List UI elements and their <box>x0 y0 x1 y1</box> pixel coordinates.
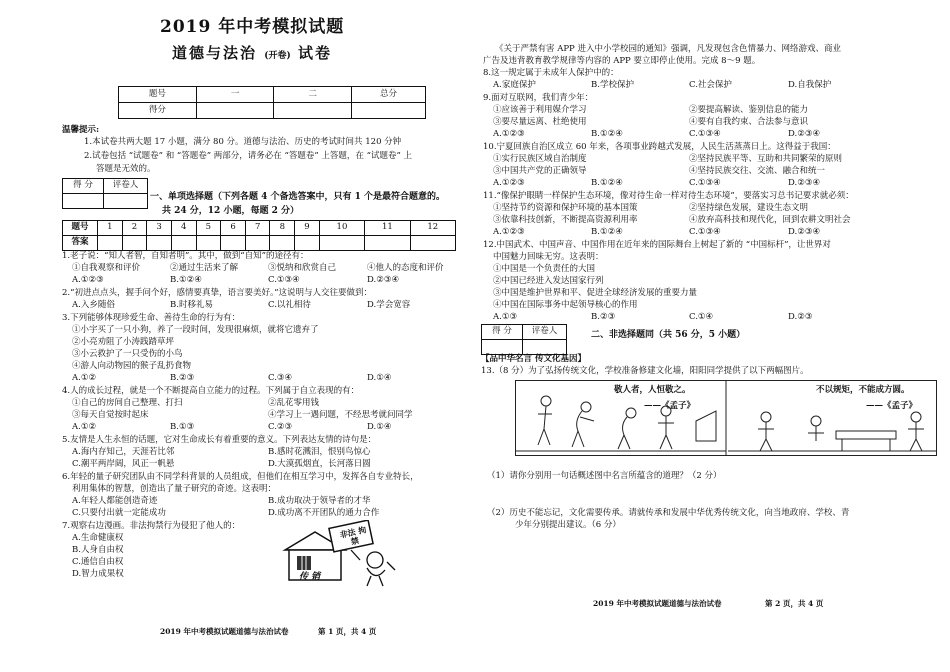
q3-option-3: ③小云救护了一只受伤的小鸟 <box>72 349 183 359</box>
score-header-number: 题号 <box>119 87 197 103</box>
pic1-quote: 敬人者，人恒敬之。 <box>614 385 691 395</box>
q1-option-2: ②通过生活来了解 <box>170 263 239 273</box>
question-6b: 利用集体的智慧，创造出了量子研究的奇迹。这表明： <box>72 484 277 494</box>
section-1-heading-b: 共 24 分，12 小题，每题 2 分） <box>162 206 299 216</box>
q11-option-3: ③依靠科技创新，不断提高资源利用率 <box>493 215 638 225</box>
answer-table-number-12: 12 <box>410 221 455 236</box>
exam-subtitle <box>172 44 333 63</box>
answer-table-cell-5[interactable] <box>196 236 221 251</box>
q3-option-1: ①小宇买了一只小狗，养了一段时间，发现很麻烦，就将它遗弃了 <box>72 325 319 335</box>
answer-table-cell-3[interactable] <box>147 236 172 251</box>
answer-table-cell-6[interactable] <box>221 236 246 251</box>
q3-answer-a[interactable]: A.①② <box>72 373 97 383</box>
q1-answer-a[interactable]: A.①②③ <box>72 275 104 285</box>
question-10: 10.宁夏回族自治区成立 60 年来，各项事业跨越式发展，人民生活蒸蒸日上。这得益于我国： <box>483 142 836 152</box>
q11-answer-c[interactable]: C.①③④ <box>689 227 721 237</box>
theme-heading: 【品中华名言 传文化基因】 <box>481 354 586 364</box>
question-13-1: （1）请你分别用一句话概述图中名言所蕴含的道理？（2 分） <box>487 471 722 481</box>
intro-a: 《关于严禁有害 APP 进入中小学校园的通知》强调，凡发现包含色情暴力、网络游戏、商业 <box>495 44 841 54</box>
q7-option-d[interactable]: D.智力成果权 <box>72 569 124 579</box>
answer-table-number-11: 11 <box>365 221 410 236</box>
q12-answer-b[interactable]: B.②③ <box>591 312 616 322</box>
q9-option-4: ④要有自我约束、合法参与意识 <box>689 117 809 127</box>
scorer-cell-grader[interactable] <box>104 194 148 209</box>
q9-answer-b[interactable]: B.①②④ <box>591 129 623 139</box>
q8-answer-b[interactable]: B.学校保护 <box>591 80 634 90</box>
q7-option-a[interactable]: A.生命健康权 <box>72 533 124 543</box>
q1-answer-b[interactable]: B.①②④ <box>170 275 202 285</box>
answer-table-number-3: 3 <box>147 221 172 236</box>
q3-answer-b[interactable]: B.②③ <box>170 373 195 383</box>
q10-option-2: ②坚持民族平等、互助和共同繁荣的原则 <box>689 154 843 164</box>
q2-answer-c[interactable]: C.以礼相待 <box>268 300 311 310</box>
footer-page: 第 1 页，共 4 页 <box>318 627 377 636</box>
q12-option-2: ②中国已经进入发达国家行列 <box>493 276 604 286</box>
question-13-2b: 少年分别提出建议。（6 分） <box>515 520 621 530</box>
scorer2-cell-grader[interactable] <box>523 340 567 355</box>
answer-table-number-label: 题号 <box>63 221 98 236</box>
q3-option-2: ②小亮劝阻了小涛践踏草坪 <box>72 337 175 347</box>
answer-table <box>62 220 456 251</box>
section-1-heading-a: 一、单项选择题（下列各题 4 个备选答案中，只有 1 个是最符合题意的。 <box>150 192 446 202</box>
q10-answer-b[interactable]: B.①②④ <box>591 178 623 188</box>
q11-answer-d[interactable]: D.②③④ <box>788 227 821 237</box>
answer-table-number-1: 1 <box>98 221 123 236</box>
cartoon-sign-text: 非法 拘禁 <box>338 524 368 547</box>
question-12a: 12.中国武术、中国声音、中国作用在近年来的国际舞台上树起了新的 “中国标杆”，让世界对 <box>483 240 831 250</box>
score-cell-part1[interactable] <box>196 103 274 119</box>
answer-table-cell-9[interactable] <box>295 236 320 251</box>
q12-option-1: ①中国是一个负责任的大国 <box>493 264 596 274</box>
answer-table-number-2: 2 <box>122 221 147 236</box>
scorer2-label-grader: 评卷人 <box>523 325 567 340</box>
notice-title: 温馨提示: <box>62 125 100 135</box>
q6-option-c[interactable]: C.只要付出就一定能成功 <box>72 508 166 518</box>
q12-option-4: ④中国在国际事务中起领导核心的作用 <box>493 300 638 310</box>
notice-2a: 2.试卷包括 “试题卷” 和 “答题卷” 两部分，请务必在 “答题卷” 上答题，在 “试题卷” 上 <box>84 151 412 161</box>
q6-option-d[interactable]: D.成功离不开团队的通力合作 <box>268 508 380 518</box>
q4-option-2: ②乱花零用钱 <box>268 398 320 408</box>
q9-option-1: ①应该善于利用媒介学习 <box>493 105 587 115</box>
exam-title: 2019 年中考模拟试题 <box>160 17 345 37</box>
q10-answer-c[interactable]: C.①③④ <box>689 178 721 188</box>
q2-answer-b[interactable]: B.时移礼易 <box>170 300 213 310</box>
q1-answer-c[interactable]: C.①③④ <box>268 275 300 285</box>
answer-table-number-4: 4 <box>171 221 196 236</box>
score-cell-part2[interactable] <box>274 103 352 119</box>
q4-option-4: ④学习上一遇问题，不经思考就问同学 <box>268 410 413 420</box>
q1-answer-d[interactable]: D.②③④ <box>367 275 400 285</box>
q6-option-b[interactable]: B.成功取决于领导者的才华 <box>268 496 371 506</box>
cartoon-caption: 传 销 <box>299 572 321 582</box>
q10-option-4: ④坚持民族交往、交流、融合和统一 <box>689 166 826 176</box>
q1-option-1: ①自我观察和评价 <box>72 263 141 273</box>
answer-table-cell-8[interactable] <box>270 236 295 251</box>
answer-table-cell-7[interactable] <box>245 236 270 251</box>
q9-option-2: ②要提高解读、鉴别信息的能力 <box>689 105 809 115</box>
scorer2-label-score: 得 分 <box>482 325 523 340</box>
answer-table-answer-label: 答案 <box>63 236 98 251</box>
question-4: 4.人的成长过程，就是一个不断提高自立能力的过程。下列属于自立表现的有： <box>62 386 360 396</box>
answer-table-cell-1[interactable] <box>98 236 123 251</box>
question-9: 9.面对互联网，我们青少年： <box>483 93 594 103</box>
q12-option-3: ③中国是维护世界和平、促进全球经济发展的重要力量 <box>493 288 698 298</box>
answer-table-cell-11[interactable] <box>365 236 410 251</box>
footer-title-right: 2019 年中考模拟试题道德与法治试卷 <box>593 599 722 608</box>
q5-option-d[interactable]: D.大漠孤烟直，长河落日圆 <box>268 459 371 469</box>
scorer-box-1 <box>62 178 148 209</box>
q4-option-1: ①自己的房间自己整理、打扫 <box>72 398 183 408</box>
section-2-heading: 二、非选择题同（共 56 分，5 小题） <box>591 330 746 340</box>
answer-table-number-5: 5 <box>196 221 221 236</box>
q4-option-3: ③每天自觉按时起床 <box>72 410 149 420</box>
scorer2-cell-score[interactable] <box>482 340 523 355</box>
scorer-label-grader: 评卷人 <box>104 179 148 194</box>
q10-answer-a[interactable]: A.①②③ <box>493 178 525 188</box>
notice-1: 1.本试卷共两大题 17 小题，满分 80 分。道德与法治、历史的考试时间共 120 分钟 <box>84 137 402 147</box>
score-table <box>118 86 426 119</box>
q5-option-b[interactable]: B.感时花溅泪，恨别鸟惊心 <box>268 447 371 457</box>
q8-answer-d[interactable]: D.自我保护 <box>788 80 832 90</box>
q13-pictures <box>515 380 937 456</box>
subtitle-small: (开卷) <box>264 51 291 61</box>
answer-table-cell-12[interactable] <box>410 236 455 251</box>
question-12b: 中国魅力回味无穷。这表明： <box>493 252 604 262</box>
q4-answer-a[interactable]: A.①② <box>72 422 97 432</box>
q8-answer-a[interactable]: A.家庭保护 <box>493 80 536 90</box>
score-cell-total[interactable] <box>352 103 426 119</box>
answer-table-number-9: 9 <box>295 221 320 236</box>
answer-table-cell-2[interactable] <box>122 236 147 251</box>
answer-table-cell-10[interactable] <box>319 236 364 251</box>
q2-answer-a[interactable]: A.入乡随俗 <box>72 300 115 310</box>
intro-b: 广告及违背教育教学规律等内容的 APP 要立即停止使用。完成 8～9 题。 <box>483 56 761 66</box>
q10-option-3: ③中国共产党的正确领导 <box>493 166 587 176</box>
score-header-total: 总分 <box>352 87 426 103</box>
score-header-part1: 一 <box>196 87 274 103</box>
scorer-label-score: 得 分 <box>63 179 104 194</box>
question-13-2a: （2）历史不能忘记，文化需要传承。请就传承和发展中华优秀传统文化，向当地政府、学校、青 <box>487 508 850 518</box>
answer-table-number-8: 8 <box>270 221 295 236</box>
question-2: 2.“初进点点头，握手问个好，感情要真挚，语言要美好。”这说明与人交往要做到： <box>62 288 373 298</box>
answer-table-number-10: 10 <box>319 221 364 236</box>
score-row-label: 得分 <box>119 103 197 119</box>
scorer-cell-score[interactable] <box>63 194 104 209</box>
q9-answer-a[interactable]: A.①②③ <box>493 129 525 139</box>
answer-table-number-6: 6 <box>221 221 246 236</box>
question-7: 7.观察右边漫画。非法拘禁行为侵犯了他人的： <box>62 521 241 531</box>
q12-answer-a[interactable]: A.①③ <box>493 312 518 322</box>
q5-option-c[interactable]: C.潮平两岸阔，风正一帆悬 <box>72 459 175 469</box>
q9-option-3: ③要尽量远离、杜绝使用 <box>493 117 587 127</box>
notice-2b: 答题是无效的。 <box>96 164 156 174</box>
subtitle-main: 道德与法治 <box>172 44 258 62</box>
q12-answer-d[interactable]: D.②③ <box>788 312 813 322</box>
q8-answer-c[interactable]: C.社会保护 <box>689 80 732 90</box>
q3-option-4: ④游人向动物园的猴子乱扔食物 <box>72 361 192 371</box>
question-6a: 6.年轻的量子研究团队由不同学科背景的人员组成，但他们在相互学习中，发挥各自专业特长， <box>62 472 419 482</box>
question-1: 1.老子说：“知人者智，自知者明”。其中，做到“自知”的途径有： <box>62 251 309 261</box>
q5-option-a[interactable]: A.海内存知己，天涯若比邻 <box>72 447 175 457</box>
scorer-box-2 <box>481 324 567 355</box>
pic1-source: ——《孟子》 <box>644 401 696 411</box>
q11-answer-b[interactable]: B.①②④ <box>591 227 623 237</box>
q11-option-4: ④放弃高科技和现代化，回到农耕文明社会 <box>689 215 851 225</box>
score-header-part2: 二 <box>274 87 352 103</box>
question-11: 11.“像保护眼睛一样保护生态环境，像对待生命一样对待生态环境”，要落实习总书记要求就必须： <box>483 191 854 201</box>
q10-answer-d[interactable]: D.②③④ <box>788 178 821 188</box>
question-8: 8.这一规定属于未成年人保护中的： <box>483 68 619 78</box>
q9-answer-d[interactable]: D.②③④ <box>788 129 821 139</box>
q4-answer-b[interactable]: B.①③ <box>170 422 195 432</box>
q3-answer-c[interactable]: C.③④ <box>268 373 293 383</box>
footer-title: 2019 年中考模拟试题道德与法治试卷 <box>160 627 289 636</box>
q2-answer-d[interactable]: D.学会宽容 <box>367 300 411 310</box>
pic2-quote: 不以规矩，不能成方圆。 <box>816 385 910 395</box>
q1-option-3: ③悦纳和欣赏自己 <box>268 263 337 273</box>
q7-option-c[interactable]: C.通信自由权 <box>72 557 124 567</box>
cartoon-illustration <box>275 520 400 588</box>
q6-option-a[interactable]: A.年轻人都能创造奇迹 <box>72 496 158 506</box>
q3-answer-d[interactable]: D.①④ <box>367 373 392 383</box>
question-5: 5.友情是人生永恒的话题，它对生命成长有着重要的意义。下列表达友情的诗句是： <box>62 435 377 445</box>
q10-option-1: ①实行民族区域自治制度 <box>493 154 587 164</box>
q4-answer-d[interactable]: D.①④ <box>367 422 392 432</box>
q7-option-b[interactable]: B.人身自由权 <box>72 545 124 555</box>
footer-page-right: 第 2 页，共 4 页 <box>765 599 824 608</box>
q11-option-1: ①坚持节约资源和保护环境的基本国策 <box>493 203 638 213</box>
q11-answer-a[interactable]: A.①②③ <box>493 227 525 237</box>
question-3: 3.下列能够体现珍爱生命、善待生命的行为有： <box>62 313 241 323</box>
q4-answer-c[interactable]: C.②③ <box>268 422 293 432</box>
q1-option-4: ④他人的态度和评价 <box>367 263 444 273</box>
q12-answer-c[interactable]: C.①④ <box>689 312 714 322</box>
question-13: 13.（8 分）为了弘扬传统文化，学校准备修建文化墙，阳阳同学提供了以下两幅图片。 <box>481 366 809 376</box>
answer-table-number-7: 7 <box>245 221 270 236</box>
right-page <box>475 0 950 672</box>
q9-answer-c[interactable]: C.①③④ <box>689 129 721 139</box>
q11-option-2: ②坚持绿色发展，建设生态文明 <box>689 203 809 213</box>
pic2-source: ——《孟子》 <box>866 401 918 411</box>
answer-table-cell-4[interactable] <box>171 236 196 251</box>
subtitle-end: 试卷 <box>298 44 333 62</box>
